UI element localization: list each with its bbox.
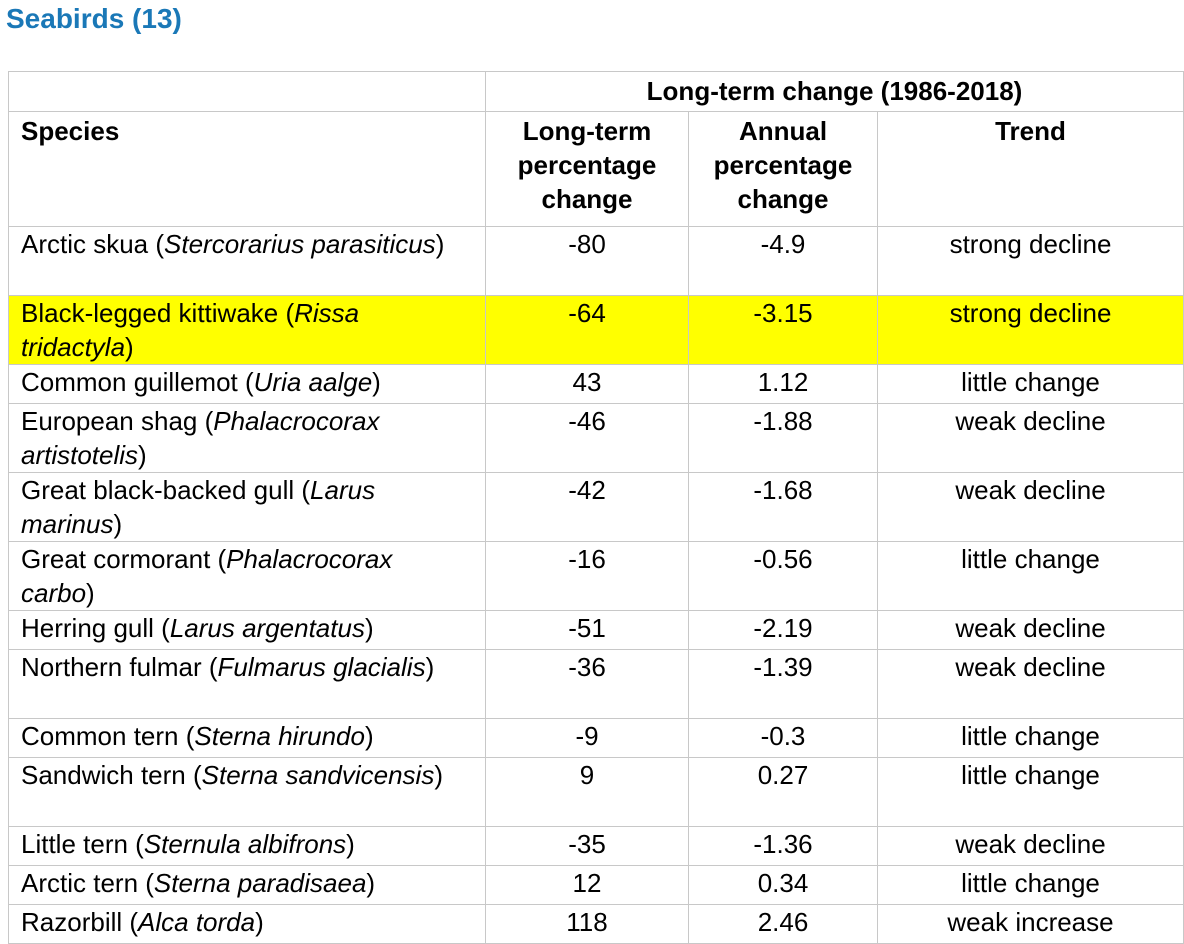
trend-cell: strong decline: [878, 296, 1184, 365]
species-cell: [9, 827, 486, 866]
species-cell: [9, 866, 486, 905]
trend-cell: little change: [878, 758, 1184, 827]
species-latin-name: Rissa tridactyla: [21, 298, 360, 362]
species-cell: [9, 905, 486, 944]
trend-cell: weak decline: [878, 611, 1184, 650]
species-common-name: Razorbill (: [21, 907, 139, 937]
species-cell: [9, 719, 486, 758]
annual-change-cell: -2.19: [689, 611, 878, 650]
species-cell: [9, 404, 486, 473]
species-common-name: European shag (: [21, 406, 214, 436]
annual-change-cell: -0.56: [689, 542, 878, 611]
annual-change-cell: 0.27: [689, 758, 878, 827]
long-term-change-cell: -42: [486, 473, 689, 542]
trend-cell: little change: [878, 542, 1184, 611]
trend-cell: weak decline: [878, 827, 1184, 866]
species-close-paren: ): [434, 760, 444, 790]
header-long-term: Long-term percentage change: [486, 112, 689, 227]
species-close-paren: ): [435, 229, 445, 259]
species-latin-name: Sterna sandvicensis: [201, 760, 435, 790]
table-row: [9, 719, 1184, 758]
species-close-paren: ): [255, 907, 264, 937]
species-latin-name: Sternula albifrons: [143, 829, 347, 859]
annual-change-cell: 0.34: [689, 866, 878, 905]
species-cell: [9, 227, 486, 296]
species-close-paren: ): [125, 332, 134, 362]
table-row: [9, 227, 1184, 296]
long-term-change-cell: 118: [486, 905, 689, 944]
species-latin-name: Stercorarius parasiticus: [164, 229, 436, 259]
species-close-paren: ): [366, 868, 376, 898]
table-row: [9, 365, 1184, 404]
header-trend: Trend: [878, 112, 1184, 227]
long-term-change-cell: 12: [486, 866, 689, 905]
long-term-change-cell: -64: [486, 296, 689, 365]
species-close-paren: ): [346, 829, 355, 859]
species-close-paren: ): [372, 367, 381, 397]
table-row: [9, 473, 1184, 542]
species-cell: [9, 542, 486, 611]
species-close-paren: ): [425, 652, 435, 682]
annual-change-cell: -4.9: [689, 227, 878, 296]
trend-cell: weak decline: [878, 650, 1184, 719]
long-term-change-cell: -35: [486, 827, 689, 866]
species-latin-name: Sterna paradisaea: [153, 868, 367, 898]
annual-change-cell: -1.36: [689, 827, 878, 866]
annual-change-cell: -0.3: [689, 719, 878, 758]
seabirds-table: [8, 71, 1184, 944]
species-close-paren: ): [113, 509, 123, 539]
table-row: [9, 827, 1184, 866]
species-common-name: Arctic skua (: [21, 229, 165, 259]
long-term-change-cell: -46: [486, 404, 689, 473]
species-cell: [9, 296, 486, 365]
species-latin-name: Fulmarus glacialis: [217, 652, 426, 682]
table-row: [9, 650, 1184, 719]
species-cell: [9, 365, 486, 404]
trend-cell: weak decline: [878, 473, 1184, 542]
header-empty-cell: [9, 72, 486, 112]
table-group-header-row: [9, 72, 1184, 112]
table-row: [9, 905, 1184, 944]
species-latin-name: Uria aalge: [253, 367, 373, 397]
species-close-paren: ): [138, 440, 147, 470]
long-term-change-cell: -80: [486, 227, 689, 296]
species-close-paren: ): [364, 721, 374, 751]
annual-change-cell: -1.88: [689, 404, 878, 473]
species-common-name: Common guillemot (: [21, 367, 254, 397]
species-common-name: Black-legged kittiwake (: [21, 298, 295, 328]
annual-change-cell: -1.39: [689, 650, 878, 719]
species-common-name: Arctic tern (: [21, 868, 154, 898]
table-row: [9, 542, 1184, 611]
species-common-name: Herring gull (: [21, 613, 170, 643]
page-title: Seabirds (13): [6, 3, 182, 34]
species-common-name: Great black-backed gull (: [21, 475, 311, 505]
species-common-name: Sandwich tern (: [21, 760, 202, 790]
trend-cell: little change: [878, 365, 1184, 404]
table-row: [9, 296, 1184, 365]
trend-cell: weak increase: [878, 905, 1184, 944]
long-term-change-cell: -9: [486, 719, 689, 758]
species-latin-name: Alca torda: [138, 907, 256, 937]
species-cell: [9, 758, 486, 827]
table-row: [9, 866, 1184, 905]
table-body: [9, 227, 1184, 944]
species-latin-name: Phalacrocorax artistotelis: [21, 406, 380, 470]
species-common-name: Little tern (: [21, 829, 144, 859]
group-header: Long-term change (1986-2018): [486, 72, 1184, 112]
long-term-change-cell: -16: [486, 542, 689, 611]
species-close-paren: ): [86, 578, 95, 608]
trend-cell: weak decline: [878, 404, 1184, 473]
annual-change-cell: -3.15: [689, 296, 878, 365]
table-row: [9, 611, 1184, 650]
long-term-change-cell: 43: [486, 365, 689, 404]
species-latin-name: Larus marinus: [21, 475, 376, 539]
annual-change-cell: -1.68: [689, 473, 878, 542]
long-term-change-cell: -36: [486, 650, 689, 719]
species-common-name: Common tern (: [21, 721, 195, 751]
species-cell: [9, 650, 486, 719]
header-annual: Annual percentage change: [689, 112, 878, 227]
header-species: Species: [9, 112, 486, 227]
trend-cell: strong decline: [878, 227, 1184, 296]
long-term-change-cell: 9: [486, 758, 689, 827]
long-term-change-cell: -51: [486, 611, 689, 650]
species-latin-name: Larus argentatus: [169, 613, 365, 643]
species-cell: [9, 473, 486, 542]
table-row: [9, 758, 1184, 827]
annual-change-cell: 1.12: [689, 365, 878, 404]
species-common-name: Great cormorant (: [21, 544, 227, 574]
species-common-name: Northern fulmar (: [21, 652, 218, 682]
species-cell: [9, 611, 486, 650]
species-close-paren: ): [364, 613, 374, 643]
trend-cell: little change: [878, 719, 1184, 758]
annual-change-cell: 2.46: [689, 905, 878, 944]
table-header-row: [9, 112, 1184, 227]
trend-cell: little change: [878, 866, 1184, 905]
species-latin-name: Sterna hirundo: [194, 721, 365, 751]
table-row: [9, 404, 1184, 473]
species-latin-name: Phalacrocorax carbo: [21, 544, 393, 608]
